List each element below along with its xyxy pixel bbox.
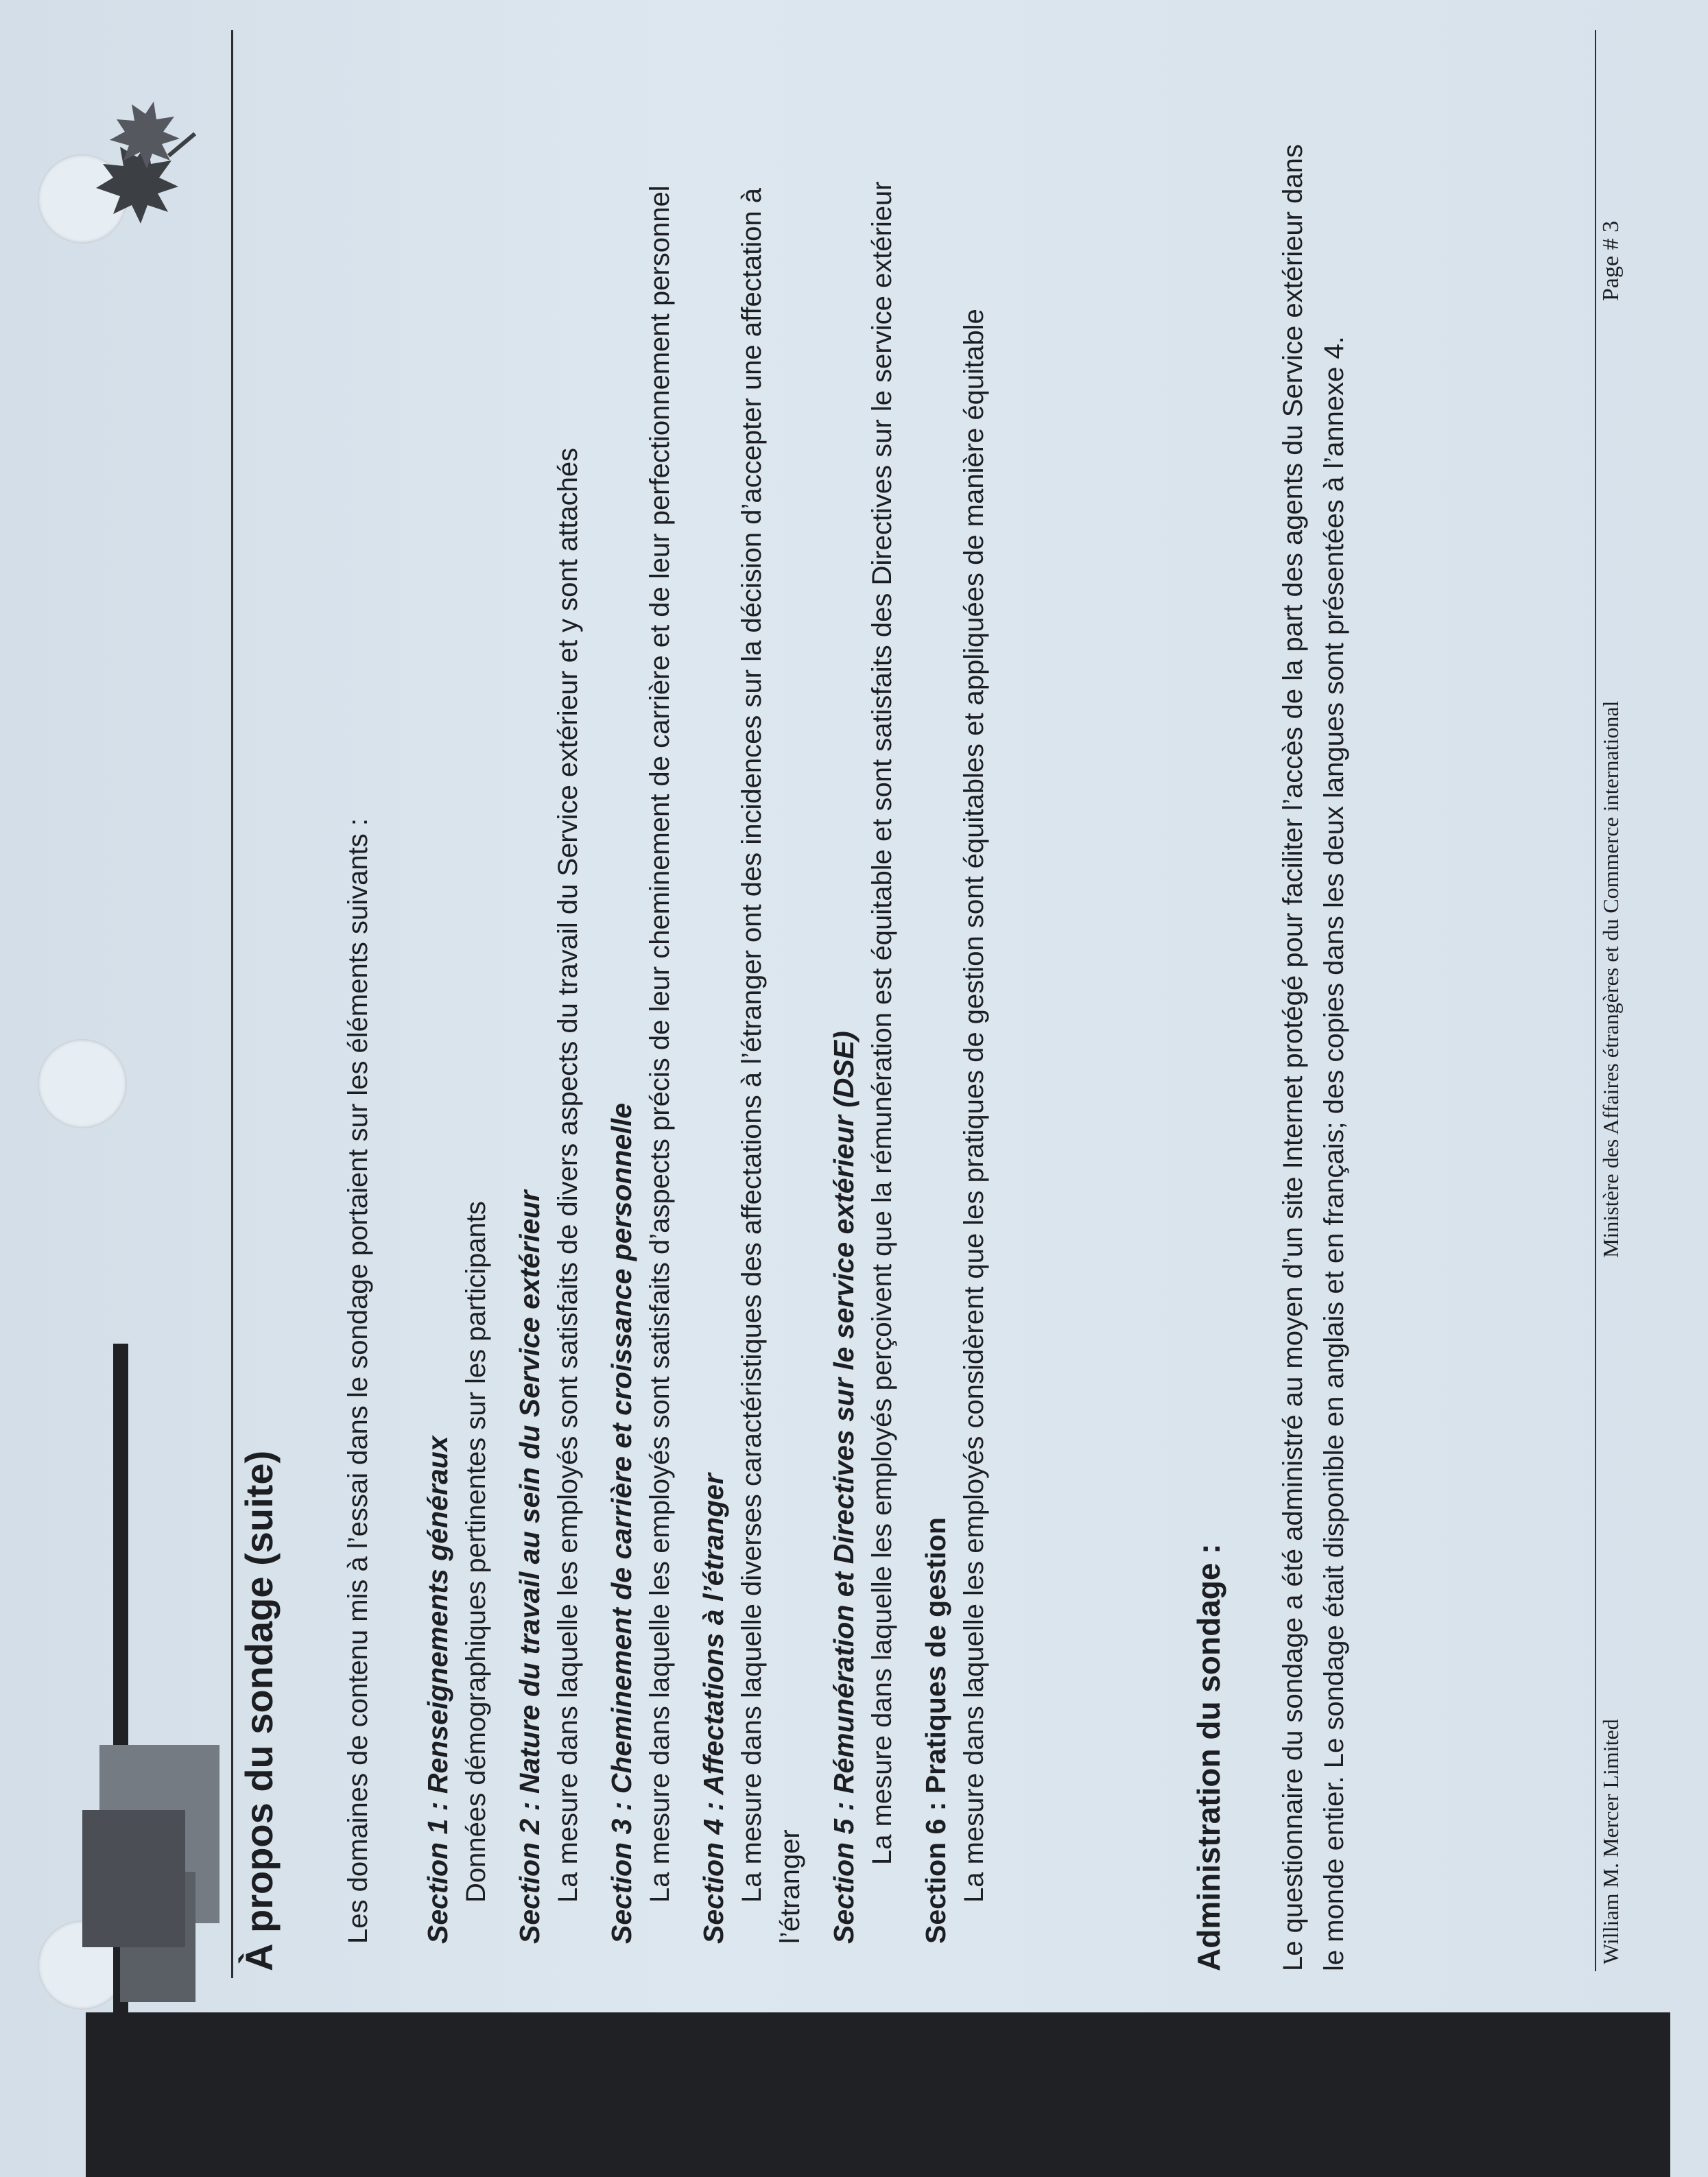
section-item	[602, 106, 679, 1944]
section-item	[694, 106, 809, 1944]
section-heading: Section 4 : Affectations à l’étranger	[698, 1473, 729, 1944]
section-heading: Section 1 : Renseignements généraux	[422, 1436, 453, 1944]
admin-text: Le questionnaire du sondage a été administré au moyen d’un site Internet protégé pour faciliter l’accès de la part des agents du Service extérieur dans le monde entier. Le sondage était disponible en anglais et en français; des copies dans les deux langues sont présentées à l’annexe 4.	[1278, 144, 1349, 1971]
header-rule	[231, 30, 233, 1978]
admin-heading: Administration du sondage :	[1191, 1543, 1226, 1971]
maple-leaf-icon	[82, 78, 206, 229]
page-title: À propos du sondage (suite)	[237, 1450, 281, 1971]
footer-page-number: Page # 3	[1598, 220, 1624, 301]
section-heading: Section 5 : Rémunération et Directives sur le service extérieur (DSE)	[828, 1031, 859, 1944]
section-description: La mesure dans laquelle diverses caractéristiques des affectations à l’étranger ont des incidences sur la décision d’accepter une affectation à l’étranger	[737, 188, 805, 1944]
section-item	[418, 106, 495, 1944]
section-description: La mesure dans laquelle les employés perçoivent que la rémunération est équitable et sont satisfaits des Directives sur le service extérieur	[867, 181, 897, 1865]
section-heading: Section 2 : Nature du travail au sein du Service extérieur	[514, 1190, 545, 1944]
section-heading: Section 3 : Cheminement de carrière et croissance personnelle	[606, 1103, 637, 1944]
section-item	[916, 106, 993, 1944]
section-heading: Section 6 : Pratiques de gestion	[920, 1517, 951, 1944]
section-description: Données démographiques pertinentes sur les participants	[461, 1201, 491, 1903]
footer-rule	[1595, 30, 1596, 1971]
intro-text: Les domaines de contenu mis à l’essai dans le sondage portaient sur les éléments suivants :	[343, 818, 373, 1944]
footer-ministry: Ministère des Affaires étrangères et du Commerce international	[1598, 700, 1623, 1258]
decorative-bar-bottom	[86, 2012, 1670, 2177]
section-description: La mesure dans laquelle les employés considèrent que les pratiques de gestion sont équitables et appliquées de manière équitable	[959, 309, 989, 1903]
section-description: La mesure dans laquelle les employés sont satisfaits d’aspects précis de leur cheminement de carrière et de leur perfectionnement personnel	[645, 185, 675, 1903]
section-description: La mesure dans laquelle les employés sont satisfaits de divers aspects du travail du Service extérieur et y sont attachés	[553, 447, 583, 1903]
section-item	[825, 106, 901, 1944]
decorative-square	[82, 1810, 185, 1947]
section-list	[418, 106, 1008, 1944]
footer-company: William M. Mercer Limited	[1598, 1719, 1623, 1964]
section-item	[510, 106, 587, 1944]
